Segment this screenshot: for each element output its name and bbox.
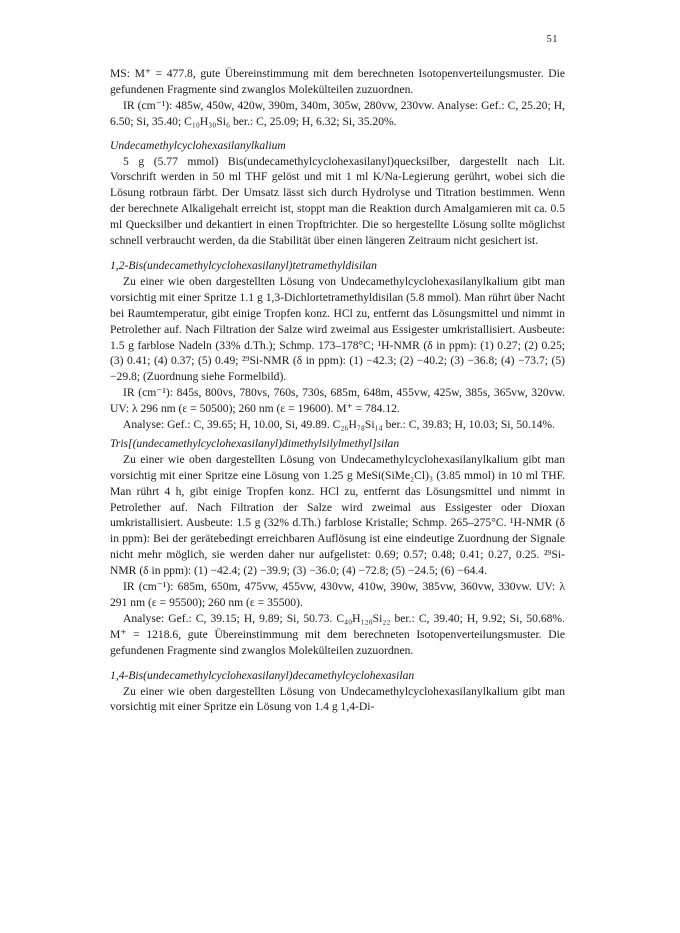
paragraph: Zu einer wie oben dargestellten Lösung von Undecamethylcyclohexasilanylkalium gibt man vorsichtig mit einer Spritze eine Lösung von 1.25 g MeSi(SiMe₂Cl)₃ (3.85 mmol) in 10 ml THF. Man rührt 4 h, gibt einige Tropfen konz. HCl zu, entfernt das Lösungsmittel und nimmt in Petrolether auf. Nach Filtration der Salze wird zweimal aus Essigester oder Dioxan umkristallisiert. Ausbeute: 1.5 g (32% d.Th.) farblose Kristalle; Schmp. 265–275°C. ¹H-NMR (δ in ppm): Bei der gerätebedingt erreichbaren Auflösung ist eine eindeutige Zuordnung der Signale nicht mehr möglich, sie werden daher nur aufgelistet: 0.69; 0.57; 0.48; 0.41; 0.27, 0.25. ²⁹Si-NMR (δ in ppm): (1) −42.4; (2) −39.9; (3) −36.0; (4) −72.8; (5) −24.5; (6) −64.4. (110, 452, 565, 578)
paragraph: IR (cm⁻¹): 845s, 800vs, 780vs, 760s, 730s, 685m, 648m, 455vw, 425w, 385s, 365vw, 320vw. UV: λ 296 nm (ε = 50500); 260 nm (ε = 19600). M⁺ = 784.12. (110, 386, 565, 416)
paragraph: Analyse: Gef.: C, 39.15; H, 9.89; Si, 50.73. C₄₀H₁₂₀Si₂₂ ber.: C, 39.40; H, 9.92; Si, 50.68%. M⁺ = 1218.6, gute Übereinstimmung mit dem berechneten Isotopenverteilungsmuster. Die gefundenen Fragmente sind zwanglos Molekülteilen zuzuordnen. (110, 611, 565, 657)
section-heading: Undecamethylcyclohexasilanylkalium (110, 138, 286, 152)
paragraph: Zu einer wie oben dargestellten Lösung von Undecamethylcyclohexasilanylkalium gibt man vorsichtig mit einer Spritze ein Lösung von 1.4 g 1,4-Di- (110, 684, 565, 714)
paragraph: IR (cm⁻¹): 685m, 650m, 475vw, 455vw, 430vw, 410w, 390w, 385vw, 360vw, 330vw. UV: λ 291 nm (ε = 95500); 260 nm (ε = 35500). (110, 580, 565, 609)
paragraph: MS: M⁺ = 477.8, gute Übereinstimmung mit dem berechneten Isotopenverteilungsmuster. Die gefundenen Fragmente sind zwanglos Molekülteilen zuzuordnen. (110, 67, 565, 96)
section-heading: Tris[(undecamethylcyclohexasilanyl)dimethylsilylmethyl]silan (110, 436, 400, 450)
paragraph: Zu einer wie oben dargestellten Lösung von Undecamethylcyclohexasilanylkalium gibt man vorsichtig mit einer Spritze 1.1 g 1,3-Dichlortetramethyldisilan (5.8 mmol). Man rührt über Nacht bei Raumtemperatur, gibt einige Tropfen konz. HCl zu, entfernt das Lösungsmittel und nimmt in Petrolether auf. Nach Filtration der Salze wird zweimal aus Essigester umkristallisiert. Ausbeute: 1.5 g farblose Nadeln (33% d.Th.); Schmp. 173–178°C; ¹H-NMR (δ in ppm): (1) 0.27; (2) 0.25; (3) 0.41; (4) 0.37; (5) 0.49; ²⁹Si-NMR (δ in ppm): (1) −42.3; (2) −40.2; (3) −36.8; (4) −73.7; (5) −29.8; (Zuordnung siehe Formelbild). (110, 274, 565, 384)
body-text (110, 66, 565, 715)
paragraph: IR (cm⁻¹): 485w, 450w, 420w, 390m, 340m, 305w, 280vw, 230vw. Analyse: Gef.: C, 25.20; H, 6.50; Si, 35.40; C₁₀H₃₀Si₆ ber.: C, 25.09; H, 6.32; Si, 35.20%. (110, 98, 565, 128)
section-heading: 1,4-Bis(undecamethylcyclohexasilanyl)decamethylcyclohexasilan (110, 668, 415, 682)
paragraph: Analyse: Gef.: C, 39.65; H, 10.00, Si, 49.89. C₂₆H₇₈Si₁₄ ber.: C, 39.83; H, 10.03; Si, 50.14%. (123, 418, 555, 432)
section-heading: 1,2-Bis(undecamethylcyclohexasilanyl)tetramethyldisilan (110, 258, 377, 272)
page-number: 51 (546, 34, 558, 45)
paragraph: 5 g (5.77 mmol) Bis(undecamethylcyclohexasilanyl)quecksilber, dargestellt nach Lit. Vorschrift werden in 50 ml THF gelöst und mit 1 ml K/Na-Legierung gerührt, wobei sich die Lösung rotbraun färbt. Der Umsatz lässt sich durch Hydrolyse und Titration bestimmen. Wenn der berechnete Alkaligehalt erreicht ist, stoppt man die Reaktion durch Amalgamieren mit ca. 0.5 ml Quecksilber und dekantiert in einen Tropftrichter. Die so hergestellte Lösung sollte möglichst schnell verbraucht werden, da die Stabilität über einen längeren Zeitraum nicht gesichert ist. (110, 154, 565, 248)
